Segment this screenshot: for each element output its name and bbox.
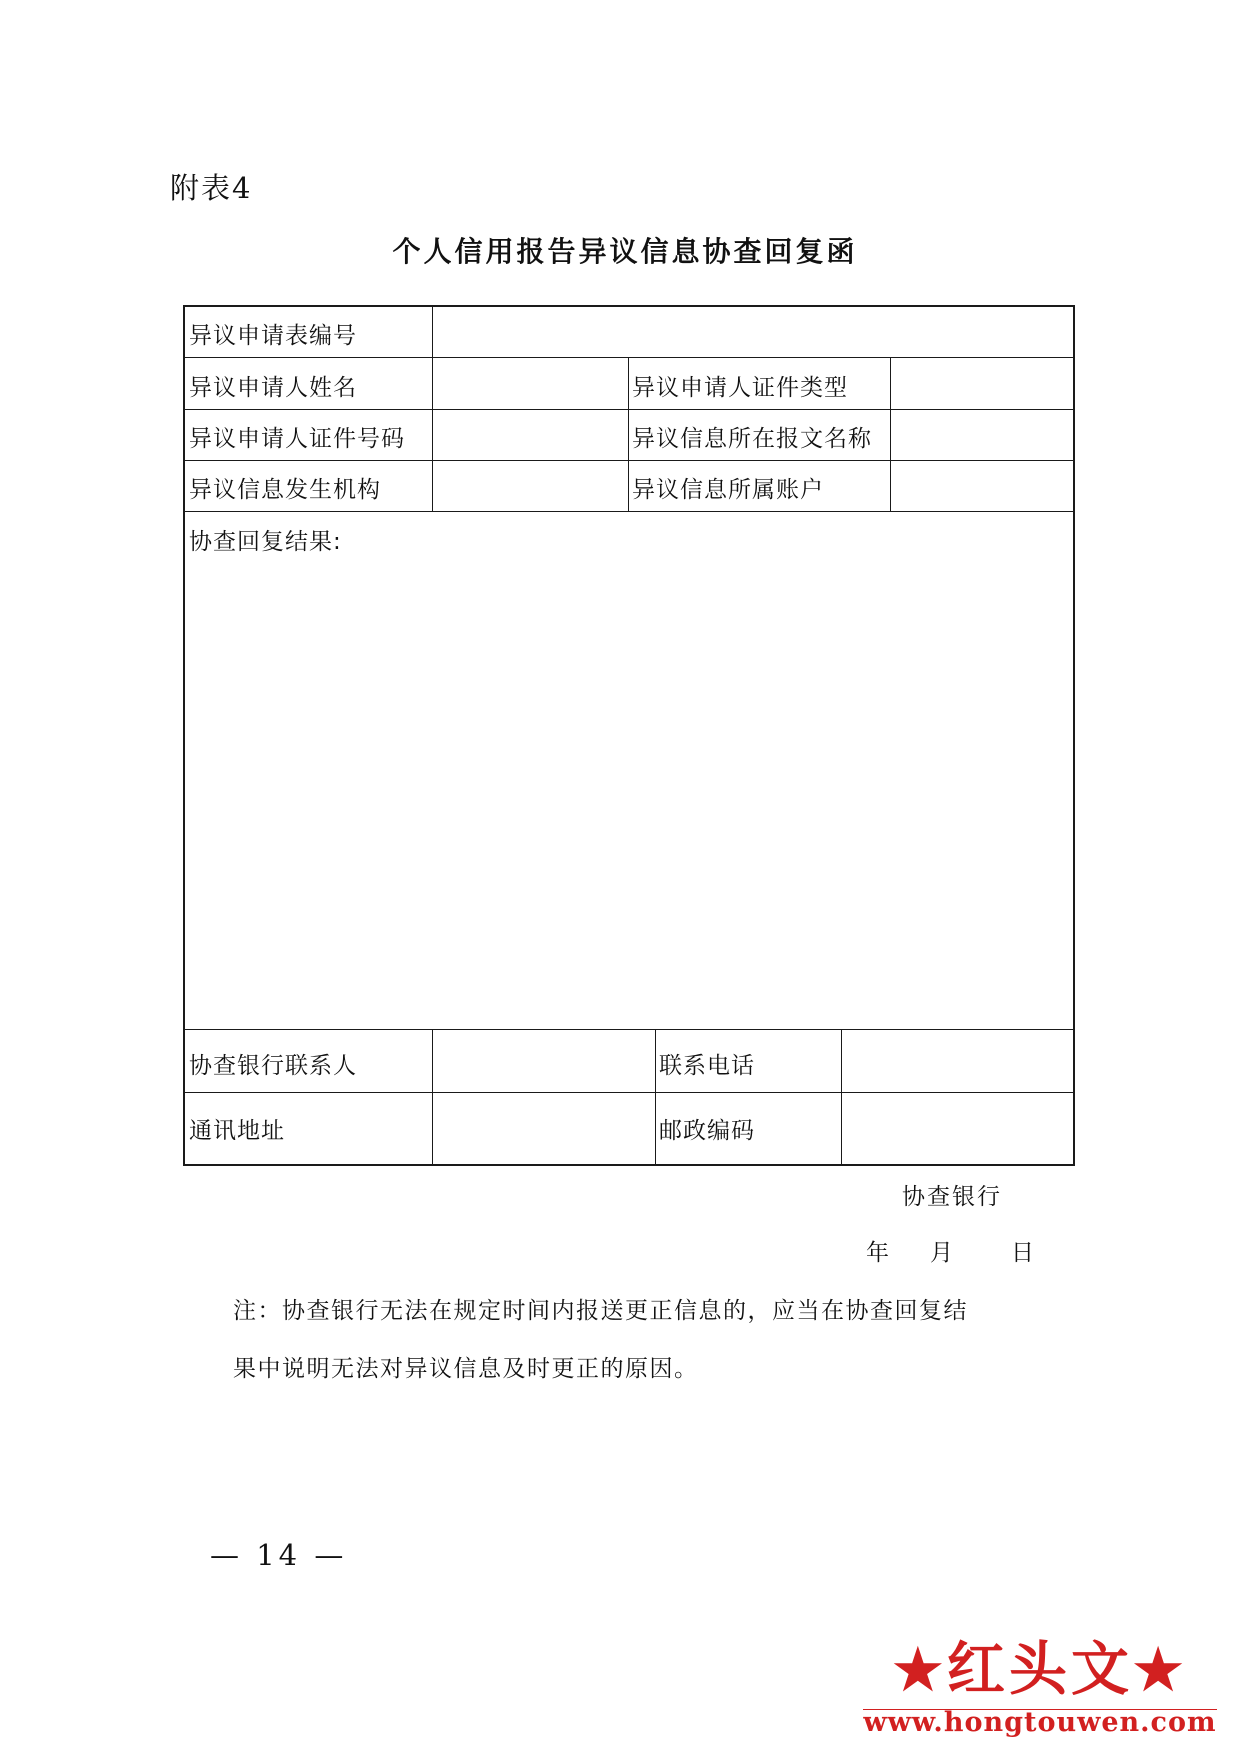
star-icon: ★: [1133, 1637, 1188, 1703]
result-label: 协查回复结果:: [189, 529, 342, 555]
applicant-id-type-label: 异议申请人证件类型: [632, 375, 848, 401]
document-title: 个人信用报告异议信息协查回复函: [392, 235, 858, 268]
row-divider: [185, 1092, 1073, 1093]
column-divider: [432, 1029, 433, 1164]
watermark: [855, 1633, 1225, 1751]
star-icon: ★: [892, 1637, 947, 1703]
address-label: 通讯地址: [189, 1118, 285, 1144]
signing-bank-label: 协查银行: [902, 1184, 1002, 1210]
column-divider: [841, 1029, 842, 1164]
phone-label: 联系电话: [659, 1053, 755, 1079]
report-message-name-label: 异议信息所在报文名称: [632, 426, 872, 452]
originating-institution-label: 异议信息发生机构: [189, 477, 381, 503]
bank-contact-label: 协查银行联系人: [189, 1053, 357, 1079]
column-divider: [628, 357, 629, 511]
postal-code-label: 邮政编码: [659, 1118, 755, 1144]
column-divider: [432, 307, 433, 511]
page-number: — 14 —: [210, 1538, 348, 1572]
column-divider: [655, 1029, 656, 1164]
reply-form-table: [183, 305, 1075, 1166]
row-divider: [185, 460, 1073, 461]
applicant-id-number-label: 异议申请人证件号码: [189, 426, 405, 452]
column-divider: [890, 357, 891, 511]
note-line-1: 注：协查银行无法在规定时间内报送更正信息的，应当在协查回复结: [233, 1298, 968, 1324]
date-month-label: 月: [930, 1240, 953, 1266]
application-number-label: 异议申请表编号: [189, 323, 357, 349]
row-divider: [185, 1029, 1073, 1030]
disputed-account-label: 异议信息所属账户: [632, 477, 824, 503]
watermark-brand-text: 红头文: [946, 1635, 1133, 1703]
row-divider: [185, 357, 1073, 358]
date-day-label: 日: [1011, 1240, 1034, 1266]
row-divider: [185, 511, 1073, 512]
note-line-2: 果中说明无法对异议信息及时更正的原因。: [233, 1356, 699, 1382]
watermark-brand: [855, 1633, 1225, 1706]
row-divider: [185, 409, 1073, 410]
watermark-url: www.hongtouwen.com: [863, 1707, 1217, 1738]
date-year-label: 年: [866, 1240, 889, 1266]
applicant-name-label: 异议申请人姓名: [189, 375, 357, 401]
attachment-label: 附表4: [170, 171, 253, 205]
